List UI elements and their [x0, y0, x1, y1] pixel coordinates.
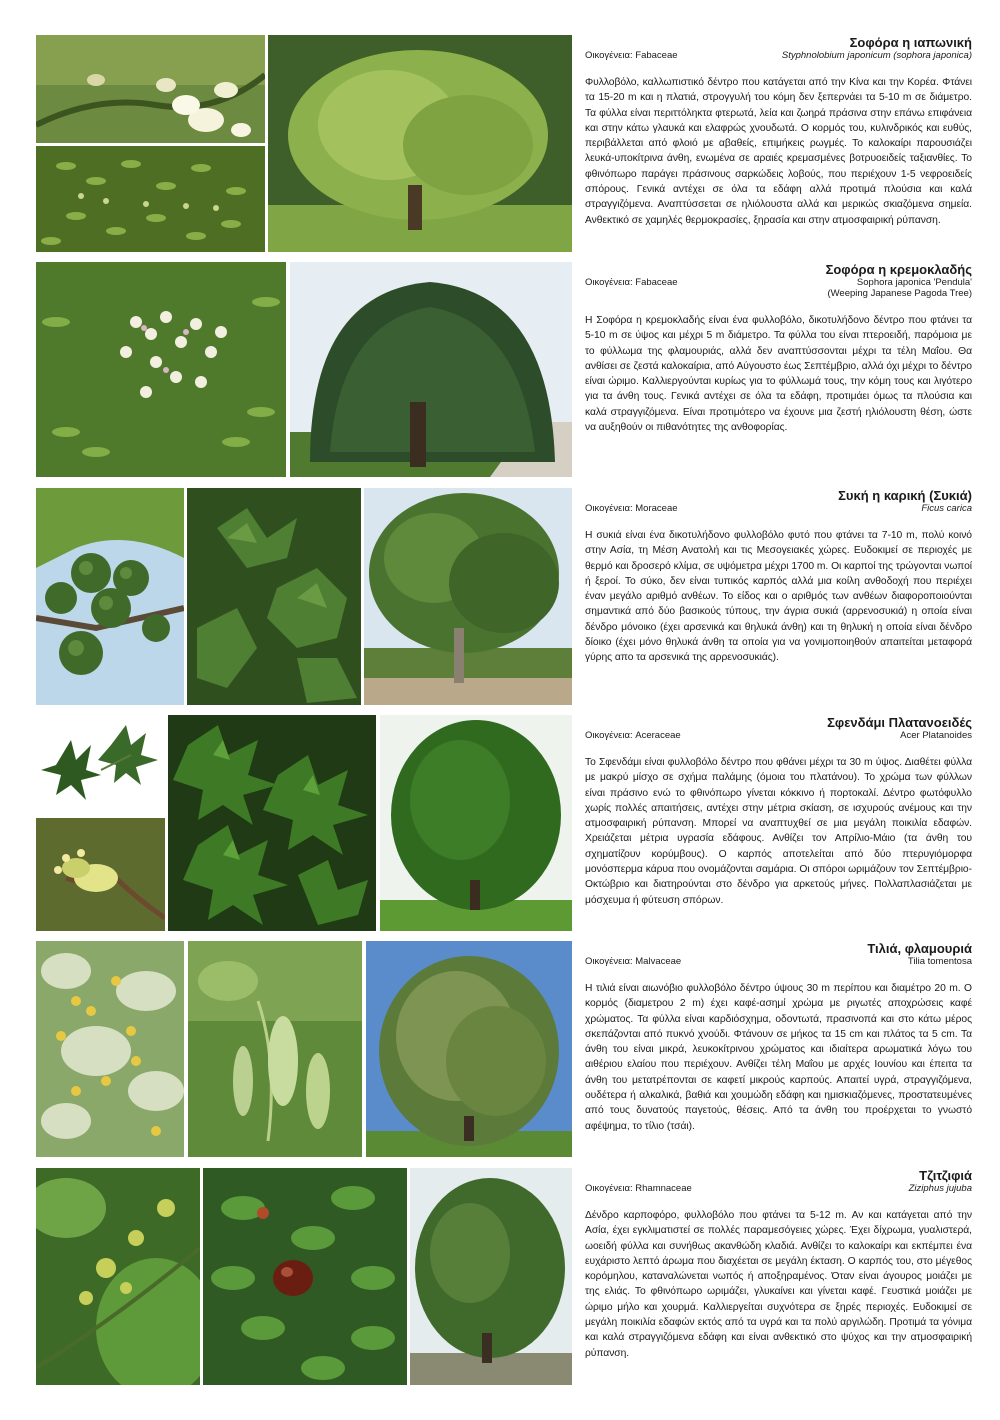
species-title: Σοφόρα η ιαπωνική — [849, 35, 972, 50]
family-label: Οικογένεια: Fabaceae — [585, 50, 678, 61]
species-description: Δένδρο καρποφόρο, φυλλοβόλο που φτάνει τα 5-12 m. Αν και κατάγεται από την Ασία, έχει εγκλιματιστεί σε πολλές παραμεσόγειες χώρες. Έχει δίχρωμα, γυαλιστερά, ωοειδή φύλλα και συνήθως ακανθώδη κλαδιά. Ανθίζει το καλοκαίρι και εκπέμπει ένα ευχάριστο λεπτό άρωμα που διαχέεται σε μεγάλη έκταση. Ο καρπός του, στο μέγεθος κορόμηλου, καταναλώνεται νωπός ή αποξηραμένος. Όταν είναι άγουρος μοιάζει με της ελιάς. Το φθινόπωρο ωριμάζει, γλυκαίνει και γίνεται καφέ. Γευστικά μοιάζει με ώριμο μήλο και χουρμά. Καλλιεργείται συχνότερα σε ξηρές περιοχές. Ευδοκιμεί σε μεγάλη ποικιλία εδαφών εκτός από τα υγρά και τα πολύ αργιλώδη. Προτιμά τα γόνιμα και καλά στραγγιζόμενα εδάφη και είναι ανθεκτικό στο ψύχος και την ατμοσφαιρική ρύπανση. — [585, 1210, 972, 1359]
family-label: Οικογένεια: Moraceae — [585, 503, 678, 514]
jujube-fruit-photo — [203, 1168, 407, 1385]
family-label: Οικογένεια: Fabaceae — [585, 277, 678, 288]
linden-flowers-photo — [36, 941, 184, 1157]
sophora-tree-photo — [268, 35, 572, 252]
species-title: Συκή η καρική (Συκιά) — [838, 488, 972, 503]
scientific-name: Styphnolobium japonicum (sophora japonica) — [781, 50, 972, 61]
scientific-name: Tilia tomentosa — [907, 956, 972, 967]
scientific-name: Ziziphus jujuba — [908, 1183, 972, 1194]
section-ficus-carica — [585, 488, 972, 666]
maple-leaf-photo — [36, 715, 165, 815]
scientific-name: Sophora japonica 'Pendula' (Weeping Japanese Pagoda Tree) — [827, 277, 972, 299]
species-title: Τιλιά, φλαμουριά — [867, 941, 972, 956]
family-label: Οικογένεια: Malvaceae — [585, 956, 682, 967]
species-description: Η Σοφόρα η κρεμοκλαδής είναι ένα φυλλοβόλο, δικοτυλήδονο δέντρο που φτάνει τα 5-10 m σε ύψος και μέχρι 5 m διάμετρο. Τα φύλλα του είναι πτεροειδή, παρόμοια με το φύλλωμα της φλαμουριάς, αλλά δεν αναπτύσσονται μέχρι τα τέλη Μαΐου. Θα ανθίσει σε ζεστά καλοκαίρια, από Αύγουστο έως Σεπτέμβριο, αλλά όχι μέχρι το δέντρο είναι ώριμο. Καλλιεργούνται κυρίως για το φύλλωμά τους, την κόμη τους και λιγότερο για τα άνθη τους. Γενικά αντέχει σε όλα τα εδάφη, προτιμάει όμως τα πλούσια και καλά στραγγιζόμενα. Είναι προτιμότερο να έχουνε μια ζεστή ηλιόλουστη θέση, ώστε να αυξηθούν οι πιθανότητες της ανθοφορίας. — [585, 315, 972, 434]
section-ziziphus-jujuba — [585, 1168, 972, 1361]
jujube-tree-photo — [410, 1168, 572, 1385]
maple-tree-photo — [380, 715, 572, 931]
linden-tree-photo — [366, 941, 572, 1157]
species-description: Η συκιά είναι ένα δικοτυλήδονο φυλλοβόλο φυτό που φτάνει τα 7-10 m, πολύ κοινό στην Ασία, τη Μέση Ανατολή και τις Μεσογειακές χώρες. Ευδοκιμεί σε περιοχές με θερμό και δροσερό κλίμα, σε υψόμετρα μέχρι 1700 m. Οι καρποί της τρώγονται νωποί ή ξεροί. Το σύκο, δεν είναι τυπικός καρπός αλλά μια κοίλη ανθοδοχή που περιέχει έναν μεγάλο αριθμό ανθέων. Το είδος και ο αριθμός των ανθέων διαφοροποιούνται σημαντικά από δύο βασικούς τύπους, την άγρια συκιά (αρρενοσυκιά) η οποία είναι δένδρο μόνοικο (έχει αρσενικά και θηλυκά άνθη) και τη θηλυκή η οποία είναι δένδρο δίοικο (έχει μόνο θηλυκά άνθη τα οποία για να γονιμοποιηθούν απαιτείται μεταφορά γύρης απο τα αρσενικά της αρρενοσυκιάς). — [585, 530, 972, 664]
jujube-flowers-photo — [36, 1168, 200, 1385]
maple-foliage-photo — [168, 715, 376, 931]
species-title: Τζιτζιφιά — [919, 1168, 972, 1183]
section-tilia-tomentosa — [585, 941, 972, 1134]
family-label: Οικογένεια: Rhamnaceae — [585, 1183, 692, 1194]
family-label: Οικογένεια: Aceraceae — [585, 730, 681, 741]
species-description: Η τιλιά είναι αιωνόβιο φυλλοβόλο δέντρο ύψους 30 m περίπου και διαμέτρο 20 m. Ο κορμός (διαμετρου 2 m) έχει καφέ-ασημί χρώμα με ριγωτές αποχρώσεις καφέ χρώματος. Τα φύλλα είναι καρδιόσχημα, οδοντωτά, πρασινοπά και στο κάτω μέρος σκεπάζονται από πυκνό χνούδι. Φτάνουν σε μήκος τα 15 cm και πλάτος τα 5 cm. Τα άνθη του είναι μικρά, λευκοκίτρινου χρώματος και ιδιαίτερα αρωματικά λόγω του αιθέριου ελαίου που περιέχουν. Ανθίζει τέλη Μαΐου με αρχές Ιουνίου και έπειτα τα άνθη του μετατρέπονται σε καφετί μικρούς καρπούς. Απαιτεί υγρά, στραγγιζόμενα, ουδέτερα ή αλκαλικά, βαθιά και χουμώδη εδάφη και ημισκιαζόμενες, προστατευμένες από τους δυνατούς παγετούς, θέσεις. Από τα άνθη του προέρχεται το γνωστό αφέψημα, το τίλιο (τσάι). — [585, 983, 972, 1132]
scientific-name: Ficus carica — [921, 503, 972, 514]
fig-tree-photo — [364, 488, 572, 705]
species-description: Φυλλοβόλο, καλλωπιστικό δέντρο που κατάγεται από την Κίνα και την Κορέα. Φτάνει τα 15-20 m και η πλατιά, στρογγυλή του κόμη δεν ξεπερνάει τα 5-10 m σε διάμετρο. Τα φύλλα είναι περιττόληκτα φτερωτά, λεία και ζωηρά πράσινα στην επάνω επιφάνεια και στην κάτω γλαυκά και ελαφρώς χνουδωτά. Ο κορμός του, κυλινδρικός και ευθύς, περιβάλλεται από φλοιό με αβαθείς, επιμήκεις ρωγμές. Το καλοκαίρι παρουσιάζει λευκά-υποκίτρινα άνθη, ενωμένα σε αραιές κρεμασμένες βοτρυοειδείς ταξιανθίες. Το φθινόπωρο παράγει πράσινους σαρκώδεις λοβούς, που περιέχουν 1-5 νεφροειδείς σπόρους. Γενικά αντέχει σε όλα τα εδάφη αλλά προτιμά πλούσια και καλά στραγγιζόμενα. Αναπτύσσεται σε ηλιόλουστα αλλά και μερικώς σκιαζόμενα σημεία. Ανθεκτικό σε χαμηλές θερμοκρασίες, ξηρασία και στην ατμοσφαιρική ρύπανση. — [585, 77, 972, 226]
fig-leaves-photo — [187, 488, 361, 705]
section-sophora-pendula — [585, 262, 972, 435]
linden-bracts-photo — [188, 941, 362, 1157]
section-sophora-japonica — [585, 35, 972, 228]
weeping-sophora-tree-photo — [290, 262, 572, 477]
species-title: Σοφόρα η κρεμοκλαδής — [825, 262, 972, 277]
scientific-name: Acer Platanoides — [900, 730, 972, 741]
fig-fruit-photo — [36, 488, 184, 705]
sophora-flowers-photo — [36, 35, 265, 143]
section-acer-platanoides — [585, 715, 972, 908]
weeping-sophora-flowers-photo — [36, 262, 286, 477]
species-description: Το Σφενδάμι είναι φυλλοβόλο δέντρο που φθάνει μέχρι τα 30 m ύψος. Διαθέτει φύλλα με μακρύ μίσχο σε σχήμα παλάμης (όμοια του πλατάνου). Το χρώμα των φύλλων είναι πράσινο ενώ το φθινόπωρο γίνεται κόκκινο ή πορτοκαλί. Δέντρο φωτόφυλλο χωρίς πολλές απαιτήσεις, αντέχει στην μέτρια σκίαση, σε ισχυρούς ανέμους και την ατμοσφαιρική ρύπανση. Μπορεί να αναπτυχθεί σε μια μεγάλη ποικιλία εδαφών. Χρειάζεται μέτρια υγρασία εδάφους. Ανθίζει τον Απρίλιο-Μάιο (τα άνθη του σχηματίζουν κορύμβους). Ο καρπός αποτελείται από δύο πτερυγιόμορφα μονόσπερμα κάρυα που ονομάζονται σαμάρια. Οι σπόροι ωριμάζουν τον Σεπτέμβριο-Οκτώβριο και διατηρούνται στο δένδρο για αρκετούς μήνες. Πολλαπλασιάζεται με μόσχευμα ή φύτευση σπόρων. — [585, 757, 972, 906]
maple-flower-photo — [36, 818, 165, 931]
sophora-leaves-photo — [36, 146, 265, 252]
species-title: Σφενδάμι Πλατανοειδές — [827, 715, 972, 730]
